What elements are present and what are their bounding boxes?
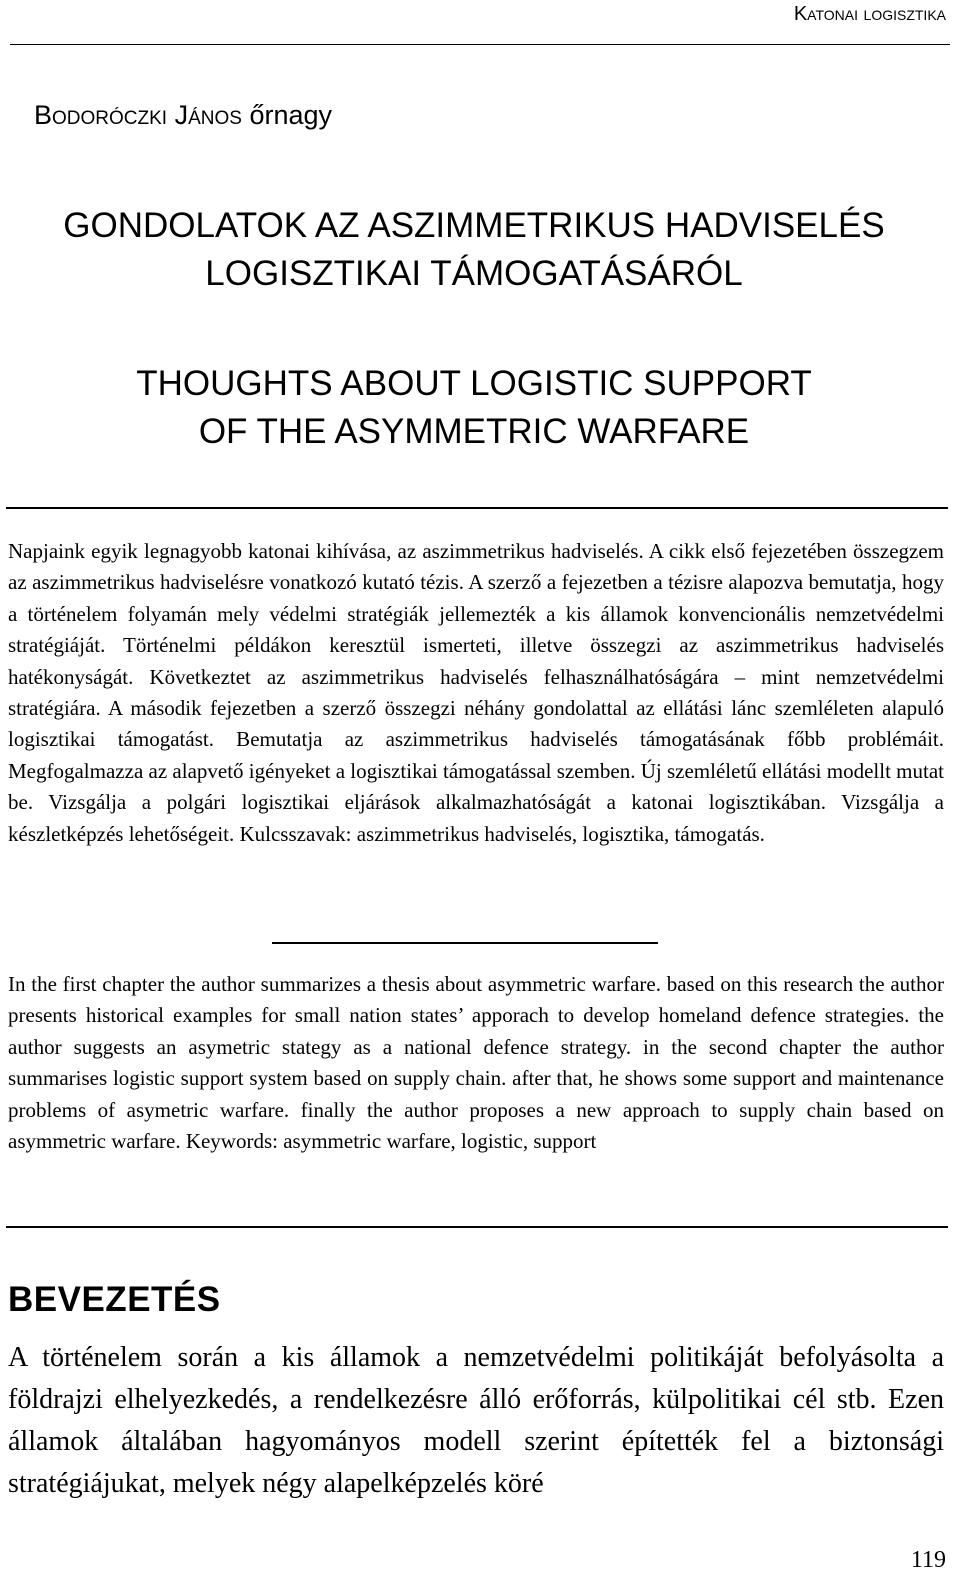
- author-line: [34, 100, 332, 131]
- abstract-bottom-rule: [6, 1226, 948, 1228]
- title-en-line-1: THOUGHTS ABOUT LOGISTIC SUPPORT: [136, 364, 812, 403]
- title-hu-line-1: GONDOLATOK AZ ASZIMMETRIKUS HADVISELÉS: [63, 206, 885, 245]
- title-en-line-2: OF THE ASYMMETRIC WARFARE: [198, 412, 750, 451]
- abstract-top-rule: [6, 507, 948, 509]
- abstract-hungarian: Napjaink egyik legnagyobb katonai kihívása, az aszimmetrikus hadviselés. A cikk első fejezetében összegzem az aszimmetrikus hadviselésre vonatkozó kutató tézis. A szerző a fejezetben a tézisre alapozva bemutatja, hogy a történelem folyamán mely védelmi stratégiák jellemezték a kis államok konvencionális nemzetvédelmi stratégiáját. Történelmi példákon keresztül ismerteti, illetve összegzi az aszimmetrikus hadviselés hatékonyságát. Következtet az aszimmetrikus hadviselés felhasználhatóságára – mint nemzetvédelmi stratégiára. A második fejezetben a szerző összegzi néhány gondolattal az ellátási lánc szemléleten alapuló logisztikai támogatást. Bemutatja az aszimmetrikus hadviselés támogatásának főbb problémáit. Megfogalmazza az alapvető igényeket a logisztikai támogatással szemben. Új szemléletű ellátási modellt mutat be. Vizsgálja a polgári logisztikai eljárások alkalmazhatóságát a katonai logisztikában. Vizsgálja a készletképzés lehetőségeit. Kulcsszavak: aszimmetrikus hadviselés, logisztika, támogatás.: [8, 539, 944, 846]
- section-heading: BEVEZETÉS: [8, 1280, 221, 1319]
- header-rule: [10, 44, 950, 45]
- author-rank: őrnagy: [249, 100, 332, 130]
- title-hu-line-2: LOGISZTIKAI TÁMOGATÁSÁRÓL: [205, 254, 743, 293]
- running-header: Katonai logisztika: [793, 3, 946, 25]
- abstract-english: In the first chapter the author summarizes a thesis about asymmetric warfare. based on this research the author presents historical examples for small nation states’ apporach to develop homeland defence strategies. the author suggests an asymetric stategy as a national defence strategy. in the second chapter the author summarises logistic support system based on supply chain. after that, he shows some support and maintenance problems of asymetric warfare. finally the author proposes a new approach to supply chain based on asymmetric warfare. Keywords: asymmetric warfare, logistic, support: [8, 972, 944, 1154]
- section-body-text: A történelem során a kis államok a nemzetvédelmi politikáját befolyásolta a földrajzi elhelyezkedés, a rendelkezésre álló erőforrás, külpolitikai cél stb. Ezen államok általában hagyományos modell szerint építették fel a biztonsági stratégiájukat, melyek négy alapelképzelés köré: [8, 1342, 944, 1499]
- author-name: Bodoróczki János: [34, 100, 242, 130]
- title-english: [0, 360, 948, 456]
- abstract-separator-rule: [272, 942, 658, 944]
- page-number: 119: [910, 1547, 946, 1573]
- title-hungarian: [0, 202, 948, 298]
